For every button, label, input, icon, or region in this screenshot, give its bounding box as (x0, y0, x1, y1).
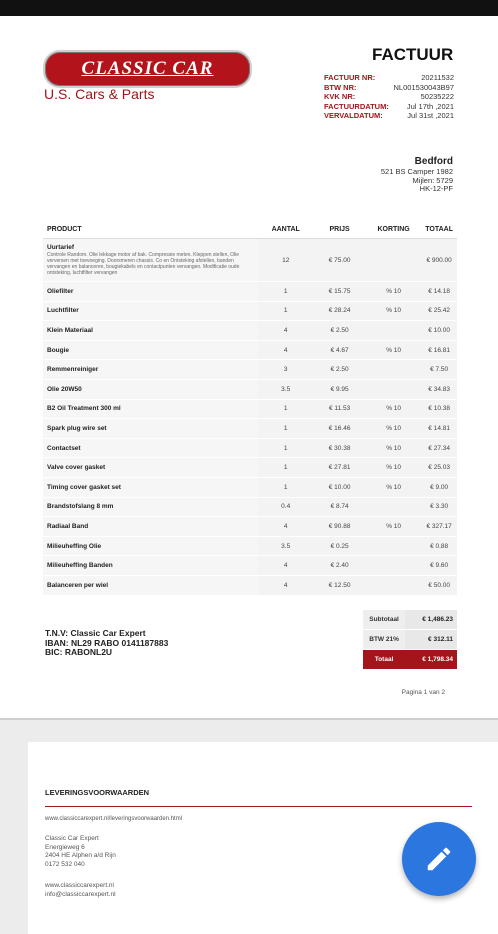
total-text: € 900.00 (426, 256, 452, 264)
table-row (43, 477, 457, 497)
grand-total-row (363, 650, 457, 670)
cell-product (43, 497, 258, 517)
customer-line: Mijlen: 5729 (412, 175, 453, 185)
total-text: € 34.83 (428, 385, 450, 393)
customer-block (381, 156, 453, 194)
table-row (43, 438, 457, 458)
price-text: € 12.50 (328, 581, 351, 589)
meta-label: VERVALDATUM: (324, 111, 383, 120)
cell-price (313, 438, 366, 458)
bank-details (45, 629, 168, 658)
price-text: € 0.25 (330, 542, 349, 550)
qty-text: 1 (283, 424, 288, 432)
table-row (43, 360, 457, 380)
qty-text: 4 (283, 346, 288, 354)
cell-discount (366, 536, 421, 556)
customer-name: Bedford (414, 156, 453, 167)
price-text: € 8.74 (330, 503, 349, 511)
discount-text: % 10 (386, 483, 402, 491)
cell-qty (258, 438, 313, 458)
discount-text: % 10 (386, 346, 402, 354)
cell-product (43, 360, 258, 380)
cell-total (421, 458, 457, 478)
cell-total (421, 379, 457, 399)
price-text: € 4.67 (330, 346, 349, 354)
cell-product (43, 419, 258, 439)
meta-label: KVK NR: (324, 92, 356, 101)
cell-discount (366, 340, 421, 360)
cell-discount (366, 321, 421, 341)
totals-block (363, 610, 457, 670)
meta-row (324, 111, 454, 121)
product-text: Uurtarief (47, 244, 75, 251)
cell-total (421, 497, 457, 517)
total-text: € 14.81 (428, 424, 450, 432)
meta-label: FACTUUR NR: (324, 73, 376, 82)
customer-line: HK-12-PF (419, 184, 453, 193)
meta-value: NL001530043B97 (393, 82, 454, 92)
table-row (43, 239, 457, 282)
product-text: Remmenreiniger (47, 366, 99, 374)
qty-text: 1 (283, 307, 288, 315)
cell-qty (258, 239, 313, 282)
product-text: Brandstofslang 8 mm (47, 503, 114, 511)
cell-discount (366, 301, 421, 321)
pencil-icon (424, 844, 454, 874)
terms-heading: LEVERINGSVOORWAARDEN (45, 788, 150, 797)
terms-link[interactable]: www.classiccarexpert.nl/leveringsvoorwaarden.html (45, 816, 183, 822)
total-text: € 50.00 (428, 581, 450, 589)
cell-total (421, 438, 457, 458)
cell-total (421, 575, 457, 595)
total-text: € 10.00 (428, 326, 450, 334)
cell-qty (258, 517, 313, 537)
total-text: € 10.38 (428, 405, 450, 413)
meta-row (324, 73, 454, 83)
total-text: € 0.88 (430, 542, 449, 550)
cell-qty (258, 536, 313, 556)
cell-discount (366, 458, 421, 478)
subtotal-label: Subtotaal (363, 610, 405, 629)
cell-price (313, 301, 366, 321)
cell-qty (258, 282, 313, 302)
cell-product (43, 517, 258, 537)
product-text: Bougie (47, 346, 70, 354)
product-text: Milieuheffing Olie (47, 542, 102, 550)
cell-qty (258, 556, 313, 576)
col-product: PRODUCT (43, 220, 258, 239)
bank-line: BIC: RABONL2U (45, 647, 113, 657)
qty-text: 1 (283, 444, 288, 452)
product-text: Spark plug wire set (47, 424, 107, 432)
cell-price (313, 477, 366, 497)
cell-total (421, 282, 457, 302)
table-header-row (43, 220, 457, 239)
price-text: € 15.75 (328, 287, 351, 295)
website-link[interactable]: www.classiccarexpert.nl (45, 882, 114, 889)
address-line: Energieweg 6 (45, 843, 85, 851)
cell-qty (258, 458, 313, 478)
cell-total (421, 556, 457, 576)
table-row (43, 282, 457, 302)
price-text: € 11.53 (328, 405, 351, 413)
cell-qty (258, 419, 313, 439)
qty-text: 3 (283, 366, 288, 374)
product-text: Radiaal Band (47, 522, 89, 530)
email-link[interactable]: info@classiccarexpert.nl (45, 890, 116, 898)
discount-text: % 10 (386, 444, 402, 452)
edit-fab-button[interactable] (402, 822, 476, 896)
cell-qty (258, 321, 313, 341)
table-row (43, 575, 457, 595)
price-text: € 27.81 (328, 464, 351, 472)
cell-total (421, 517, 457, 537)
price-text: € 9.95 (330, 385, 349, 393)
price-text: € 30.38 (328, 444, 351, 452)
cell-product (43, 321, 258, 341)
cell-qty (258, 399, 313, 419)
qty-text: 3.5 (281, 385, 291, 393)
invoice-title: FACTUUR (372, 45, 454, 64)
cell-discount (366, 438, 421, 458)
cell-total (421, 321, 457, 341)
table-row (43, 321, 457, 341)
discount-text: % 10 (386, 424, 402, 432)
logo-text: CLASSIC CAR EXPERT (81, 58, 214, 113)
meta-value: Jul 17th ,2021 (406, 101, 454, 111)
meta-value: Jul 31st ,2021 (407, 111, 454, 120)
vat-value: € 312.11 (405, 630, 457, 649)
qty-text: 12 (282, 256, 290, 264)
cell-total (421, 239, 457, 282)
cell-qty (258, 575, 313, 595)
cell-discount (366, 239, 421, 282)
qty-text: 4 (283, 522, 288, 530)
price-text: € 16.46 (328, 424, 351, 432)
cell-qty (258, 301, 313, 321)
product-text: Klein Materiaal (47, 326, 93, 334)
total-text: € 9.00 (430, 483, 449, 491)
col-qty: AANTAL (258, 220, 313, 239)
terms-divider (45, 806, 472, 807)
qty-text: 1 (283, 464, 288, 472)
product-text: Luchtfilter (47, 307, 79, 315)
product-description: Controle Random. Olie lekkage motor af bak. Compressie meten. Kleppen stellen, Olie verversen met toevoeging. Doorsmeren chassis. Co en Ontsteking afstellen, banden vervangen en balanceren, bougiekabels en contactpunten vervangen. Modificatie oude ontsteking, luchtfilter vervangen (47, 252, 240, 276)
cell-total (421, 340, 457, 360)
cell-product (43, 477, 258, 497)
qty-text: 1 (283, 405, 288, 413)
cell-discount (366, 556, 421, 576)
cell-qty (258, 340, 313, 360)
table-row (43, 497, 457, 517)
table-row (43, 536, 457, 556)
top-bar (0, 0, 498, 16)
cell-price (313, 575, 366, 595)
cell-product (43, 575, 258, 595)
discount-text: % 10 (386, 307, 402, 315)
tagline: U.S. Cars & Parts (44, 86, 155, 102)
page-separator (0, 718, 498, 720)
qty-text: 4 (283, 326, 288, 334)
vat-row (363, 630, 457, 650)
cell-price (313, 556, 366, 576)
table-row (43, 458, 457, 478)
total-text: € 16.81 (428, 346, 450, 354)
cell-discount (366, 477, 421, 497)
meta-row (324, 92, 454, 102)
total-text: € 25.03 (428, 464, 450, 472)
qty-text: 3.5 (281, 542, 291, 550)
total-text: € 27.34 (428, 444, 450, 452)
cell-discount (366, 282, 421, 302)
cell-price (313, 419, 366, 439)
items-table (43, 220, 457, 596)
qty-text: 4 (283, 581, 288, 589)
price-text: € 75.00 (328, 256, 351, 264)
table-row (43, 556, 457, 576)
table-row (43, 517, 457, 537)
cell-discount (366, 497, 421, 517)
cell-total (421, 360, 457, 380)
price-text: € 2.50 (330, 366, 349, 374)
cell-price (313, 458, 366, 478)
cell-discount (366, 379, 421, 399)
company-contact (45, 882, 116, 899)
total-text: € 9.60 (430, 562, 449, 570)
cell-total (421, 301, 457, 321)
price-text: € 2.40 (330, 562, 349, 570)
total-text: € 327.17 (426, 522, 452, 530)
company-address (45, 835, 116, 869)
customer-line: 521 BS Camper 1982 (380, 167, 453, 176)
table-row (43, 379, 457, 399)
price-text: € 2.50 (330, 326, 349, 334)
invoice-meta (324, 73, 454, 121)
product-text: Milieuheffing Banden (47, 562, 113, 570)
price-text: € 90.88 (328, 522, 351, 530)
col-total: TOTAAL (421, 220, 457, 239)
discount-text: % 10 (386, 522, 402, 530)
cell-qty (258, 379, 313, 399)
cell-price (313, 239, 366, 282)
col-discount: KORTING (366, 220, 421, 239)
cell-product (43, 536, 258, 556)
product-text: Contactset (47, 444, 81, 452)
cell-price (313, 360, 366, 380)
address-line: 0172 532 040 (45, 860, 85, 868)
cell-price (313, 340, 366, 360)
cell-product (43, 282, 258, 302)
cell-qty (258, 360, 313, 380)
cell-product (43, 438, 258, 458)
cell-qty (258, 497, 313, 517)
cell-price (313, 517, 366, 537)
subtotal-value: € 1,486.23 (405, 610, 457, 629)
page-number: Pagina 1 van 2 (401, 689, 445, 696)
subtotal-row (363, 610, 457, 630)
meta-label: FACTUURDATUM: (324, 101, 389, 111)
cell-price (313, 497, 366, 517)
cell-qty (258, 477, 313, 497)
product-text: Olie 20W50 (47, 385, 82, 393)
discount-text: % 10 (386, 405, 402, 413)
meta-label: BTW NR: (324, 82, 357, 92)
cell-discount (366, 399, 421, 419)
bank-line: T.N.V: Classic Car Expert (45, 628, 146, 638)
product-text: Timing cover gasket set (47, 483, 121, 491)
meta-row (324, 83, 454, 93)
discount-text: % 10 (386, 464, 402, 472)
address-line: 2404 HE Alphen a/d Rijn (45, 852, 116, 859)
price-text: € 10.00 (328, 483, 351, 491)
cell-product (43, 556, 258, 576)
product-text: Valve cover gasket (47, 464, 106, 472)
cell-price (313, 536, 366, 556)
total-value: € 1,798.34 (405, 650, 457, 669)
cell-product (43, 301, 258, 321)
total-text: € 25.42 (428, 307, 450, 315)
meta-row (324, 102, 454, 112)
cell-product (43, 379, 258, 399)
table-row (43, 419, 457, 439)
cell-discount (366, 419, 421, 439)
cell-product (43, 458, 258, 478)
cell-discount (366, 575, 421, 595)
product-text: Balanceren per wiel (47, 581, 109, 589)
qty-text: 1 (283, 287, 288, 295)
cell-discount (366, 360, 421, 380)
cell-product (43, 239, 258, 282)
total-text: € 14.18 (428, 287, 450, 295)
total-label: Totaal (363, 650, 405, 669)
cell-total (421, 477, 457, 497)
cell-price (313, 282, 366, 302)
cell-product (43, 399, 258, 419)
product-text: Oliefilter (47, 287, 74, 295)
product-text: B2 Oil Treatment 300 ml (47, 405, 121, 413)
price-text: € 28.24 (328, 307, 351, 315)
cell-discount (366, 517, 421, 537)
total-text: € 3.30 (430, 503, 449, 511)
cell-total (421, 399, 457, 419)
cell-product (43, 340, 258, 360)
qty-text: 4 (283, 562, 288, 570)
total-text: € 7.50 (430, 366, 449, 374)
qty-text: 0.4 (281, 503, 291, 511)
cell-total (421, 419, 457, 439)
qty-text: 1 (283, 483, 288, 491)
table-row (43, 399, 457, 419)
cell-price (313, 379, 366, 399)
meta-value: 20211532 (421, 73, 454, 82)
cell-price (313, 399, 366, 419)
cell-total (421, 536, 457, 556)
table-row (43, 301, 457, 321)
address-line: Classic Car Expert (45, 835, 99, 842)
table-row (43, 340, 457, 360)
vat-label: BTW 21% (363, 630, 405, 649)
col-price: PRIJS (313, 220, 366, 239)
meta-value: 50235222 (420, 92, 454, 101)
bank-line: IBAN: NL29 RABO 0141187883 (45, 637, 169, 648)
discount-text: % 10 (386, 287, 402, 295)
cell-price (313, 321, 366, 341)
